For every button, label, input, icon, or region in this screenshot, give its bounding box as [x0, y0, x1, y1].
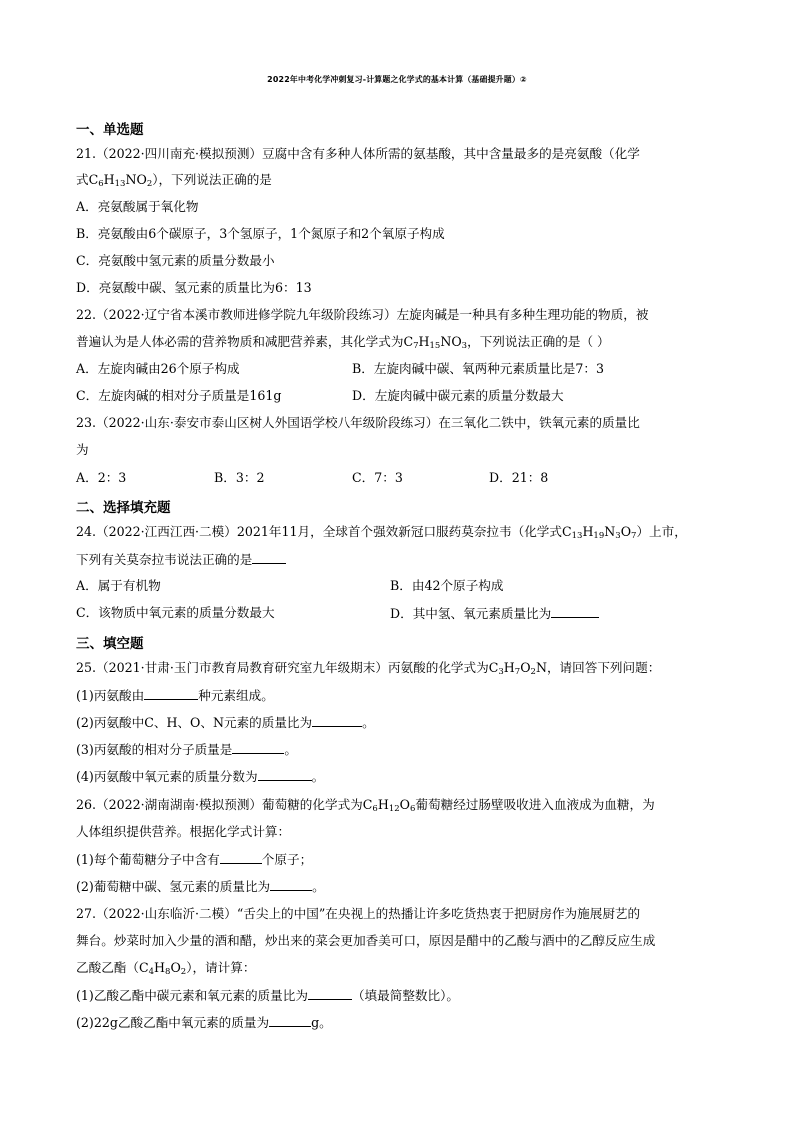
section-heading-single-choice: 一、单选题	[76, 122, 144, 138]
question-25-part-4: (4)丙氨酸中氧元素的质量分数为 。	[76, 769, 325, 784]
question-27-stem-line2: 舞台。炒菜时加入少量的酒和醋，炒出来的菜会更加香美可口，原因是醋中的乙酸与酒中的乙醇反应生成	[76, 933, 656, 948]
question-22-stem: 22.（2022·辽宁省本溪市教师进修学院九年级阶段练习）左旋肉碱是一种具有多种生理功能的物质，被	[76, 307, 649, 322]
question-21-option-b: B．亮氨酸由6个碳原子，3个氢原子，1个氮原子和2个氧原子构成	[76, 226, 445, 241]
question-27-stem-line3: 乙酸乙酯$(C_4H_8O_2)$，请计算：	[76, 960, 256, 977]
question-21-option-c: C．亮氨酸中氢元素的质量分数最小	[76, 253, 275, 268]
question-26-stem: 26.（2022·湖南湖南·模拟预测）葡萄糖的化学式为$C_6H_{12}O_6$葡萄糖经过肠壁吸收进入血液成为血糖，为	[76, 797, 655, 814]
question-23-option-b: B．3：2	[214, 470, 265, 485]
question-27-stem: 27.（2022·山东临沂·二模）“舌尖上的中国”在央视上的热播让许多吃货热衷于把厨房作为施展厨艺的	[76, 906, 641, 921]
question-27-part-2: (2)22g乙酸乙酯中氧元素的质量为 g。	[76, 1015, 332, 1030]
answer-blank[interactable]	[269, 1014, 311, 1027]
question-21-option-d: D．亮氨酸中碳、氢元素的质量比为6：13	[76, 280, 312, 295]
question-21-stem: 21.（2022·四川南充·模拟预测）豆腐中含有多种人体所需的氨基酸，其中含量最多的是亮氨酸（化学	[76, 146, 640, 161]
question-26-stem-line2: 人体组织提供营养。根据化学式计算：	[76, 824, 291, 839]
question-22-option-a: A．左旋肉碱由26个原子构成	[76, 361, 240, 376]
question-25-part-3: (3)丙氨酸的相对分子质量是 。	[76, 742, 297, 757]
question-25-stem: 25.（2021·甘肃·玉门市教育局教育研究室九年级期末）丙氨酸的化学式为$C_3H_7O_2N$，请回答下列问题：	[76, 660, 661, 677]
question-22-option-c: C．左旋肉碱的相对分子质量是161g	[76, 388, 282, 403]
answer-blank[interactable]	[220, 851, 262, 864]
section-heading-fill-choice: 二、选择填充题	[76, 500, 171, 516]
question-26-part-2: (2)葡萄糖中碳、氢元素的质量比为 。	[76, 879, 325, 894]
question-25-part-1: (1)丙氨酸由 种元素组成。	[76, 688, 274, 703]
question-21-stem-line2: 式$C_6H_{13}NO_2$），下列说法正确的是	[76, 172, 272, 189]
question-24-stem: 24.（2022·江西江西·二模）2021年11月，全球首个强效新冠口服药莫奈拉韦（化学式$C_{13}H_{19}N_3O_7$）上市，	[76, 524, 687, 541]
question-24-option-c: C．该物质中氧元素的质量分数最大	[76, 605, 275, 620]
page-title: 2022年中考化学冲刺复习-计算题之化学式的基本计算（基础提升题）②	[267, 75, 527, 84]
question-24-option-a: A．属于有机物	[76, 578, 161, 593]
answer-blank[interactable]	[270, 878, 312, 891]
question-21-option-a: A．亮氨酸属于氧化物	[76, 199, 199, 214]
answer-blank[interactable]	[232, 741, 284, 754]
question-23-stem: 23.（2022·山东·泰安市泰山区树人外国语学校八年级阶段练习）在三氧化二铁中，铁氧元素的质量比	[76, 415, 640, 430]
question-26-part-1: (1)每个葡萄糖分子中含有 个原子；	[76, 852, 313, 867]
question-23-option-c: C．7：3	[352, 470, 403, 485]
question-22-option-b: B．左旋肉碱中碳、氧两种元素质量比是7：3	[352, 361, 604, 376]
question-25-part-2: (2)丙氨酸中C、H、O、N元素的质量比为 。	[76, 715, 375, 730]
answer-blank[interactable]	[312, 714, 362, 727]
section-heading-fill-blank: 三、填空题	[76, 636, 144, 652]
question-27-part-1: (1)乙酸乙酯中碳元素和氧元素的质量比为 （填最简整数比）。	[76, 988, 459, 1003]
answer-blank[interactable]	[258, 768, 312, 781]
question-24-stem-line2: 下列有关莫奈拉韦说法正确的是	[76, 551, 286, 568]
question-23-option-d: D．21：8	[489, 470, 549, 485]
question-23-option-a: A．2：3	[76, 470, 127, 485]
answer-blank[interactable]	[551, 605, 599, 618]
question-22-stem-line2: 普遍认为是人体必需的营养物质和减肥营养素，其化学式为$C_7H_{15}NO_3$，下列说法正确的是（ ）	[76, 334, 610, 351]
question-22-option-d: D．左旋肉碱中碳元素的质量分数最大	[352, 388, 564, 403]
question-24-option-d: D．其中氢、氧元素质量比为	[390, 605, 599, 622]
question-24-option-b: B．由42个原子构成	[390, 578, 504, 593]
answer-blank[interactable]	[308, 987, 352, 1000]
question-23-stem-line2: 为	[76, 442, 89, 457]
answer-blank[interactable]	[144, 687, 198, 700]
answer-blank[interactable]	[252, 551, 286, 564]
